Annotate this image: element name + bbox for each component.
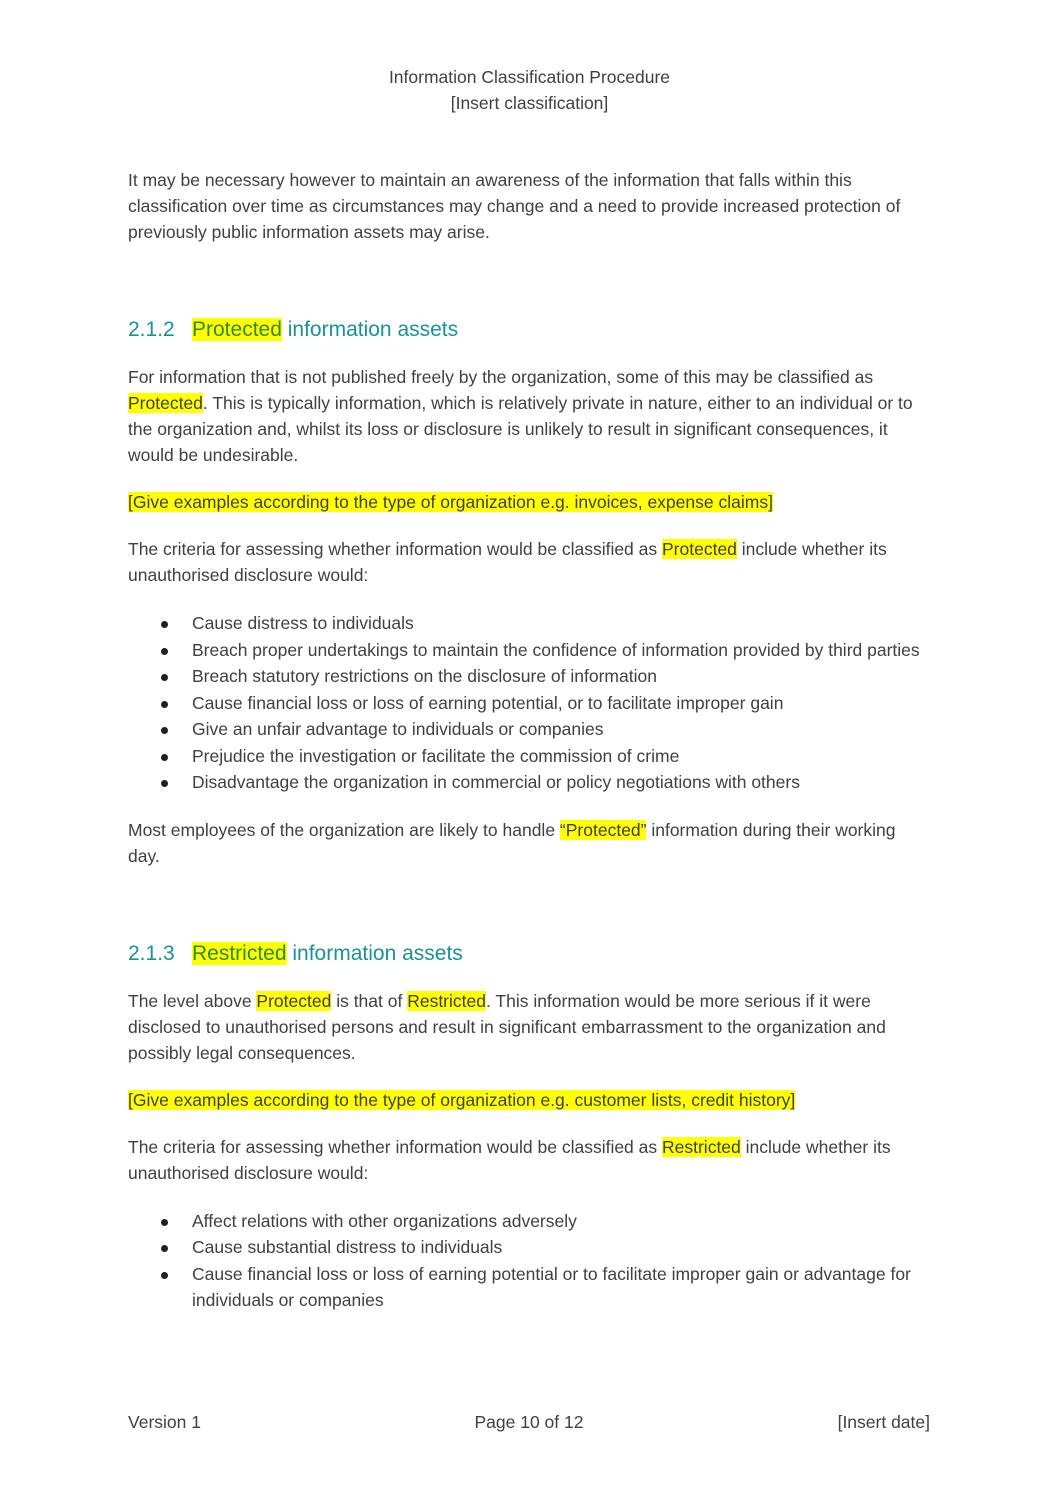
list-item: Cause distress to individuals (192, 610, 928, 637)
list-item: Cause financial loss or loss of earning potential, or to facilitate improper gain (192, 690, 928, 717)
protected-criteria-list (128, 610, 928, 796)
highlight-term: “Protected” (559, 819, 647, 840)
highlight-term: Protected (128, 393, 203, 413)
highlight-term: Restricted (407, 990, 486, 1011)
text-run: . This is typically information, which is relatively private in nature, either to an individual or to the organization and, whilst its loss or disclosure is unlikely to result in significant consequences, it would be undesirable. (128, 393, 913, 465)
intro-paragraph: It may be necessary however to maintain an awareness of the information that falls within this classification over time as circumstances may change and a need to provide increased protection of previously public information assets may arise. (128, 170, 901, 242)
list-item: Breach proper undertakings to maintain the confidence of information provided by third parties (192, 637, 928, 664)
page-content (128, 167, 928, 1314)
text-run: The criteria for assessing whether information would be classified as (128, 1136, 662, 1157)
text-run: The criteria for assessing whether information would be classified as (128, 539, 662, 559)
highlight-term: Protected (256, 990, 332, 1011)
heading-protected (128, 315, 928, 345)
text-run: . This information would be more serious if it were disclosed to unauthorised persons and result in significant embarrassment to the organization and possibly legal consequences. (128, 990, 886, 1063)
page-header (0, 64, 1059, 116)
page-footer (128, 1408, 930, 1436)
text-run: include whether its unauthorised disclosure would: (128, 1136, 891, 1183)
placeholder-text: [Give examples according to the type of organization e.g. invoices, expense claims] (128, 492, 773, 512)
list-item: Cause financial loss or loss of earning potential or to facilitate improper gain or advantage for individuals or companies (192, 1261, 928, 1314)
list-item: Disadvantage the organization in commercial or policy negotiations with others (192, 769, 928, 796)
restricted-description (128, 988, 928, 1066)
text-run: information during their working day. (128, 819, 896, 866)
restricted-examples-placeholder (128, 1087, 928, 1113)
heading-highlight: Restricted (192, 941, 287, 965)
protected-examples-placeholder (128, 489, 928, 515)
text-run: include whether its unauthorised disclosure would: (128, 539, 887, 585)
footer-version: Version 1 (128, 1412, 201, 1432)
text-run: Most employees of the organization are likely to handle (128, 819, 560, 840)
heading-highlight: Protected (192, 318, 282, 341)
placeholder-text: [Give examples according to the type of organization e.g. customer lists, credit history] (128, 1089, 796, 1110)
heading-number: 2.1.2 (128, 318, 175, 341)
heading-number: 2.1.3 (128, 941, 175, 965)
protected-description (128, 364, 928, 468)
text-run: is that of (331, 990, 408, 1011)
text-run: The level above (128, 990, 257, 1011)
list-item: Breach statutory restrictions on the disclosure of information (192, 663, 928, 690)
highlight-term: Protected (662, 539, 737, 559)
restricted-criteria-list (128, 1208, 928, 1314)
list-item: Cause substantial distress to individuals (192, 1234, 928, 1261)
list-item: Affect relations with other organizations adversely (192, 1208, 928, 1235)
heading-text: information assets (286, 941, 463, 965)
protected-criteria-intro (128, 536, 928, 588)
list-item: Prejudice the investigation or facilitate the commission of crime (192, 743, 928, 770)
footer-page-number: Page 10 of 12 (474, 1412, 584, 1432)
highlight-term: Restricted (662, 1136, 741, 1157)
protected-closing (128, 817, 928, 869)
heading-text: information assets (281, 318, 459, 341)
restricted-criteria-intro (128, 1134, 928, 1186)
document-title: Information Classification Procedure (388, 67, 671, 87)
footer-date: [Insert date] (837, 1412, 930, 1432)
text-run: For information that is not published freely by the organization, some of this may be classified as (128, 367, 874, 387)
heading-restricted (128, 939, 928, 969)
document-classification: [Insert classification] (450, 93, 609, 113)
list-item: Give an unfair advantage to individuals or companies (192, 716, 928, 743)
